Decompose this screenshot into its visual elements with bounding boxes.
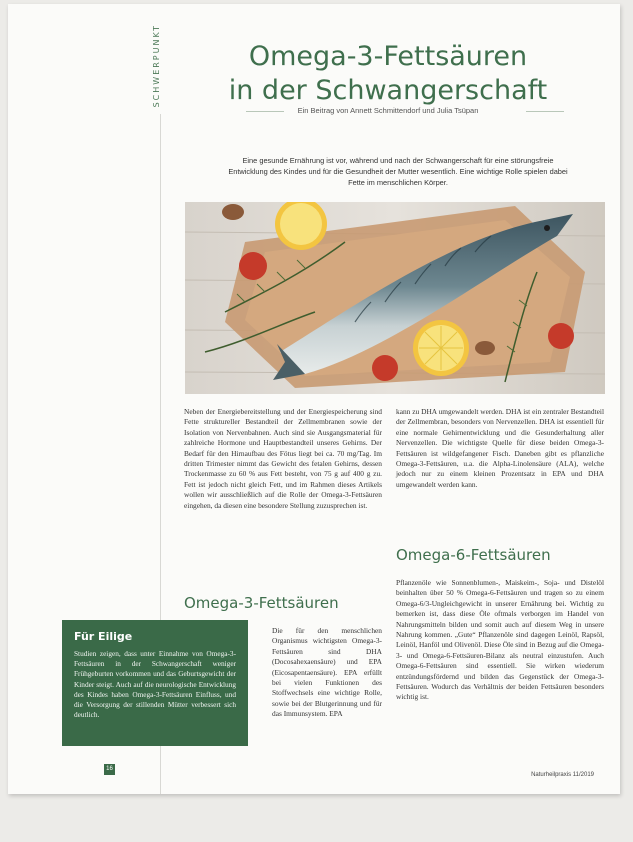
omega6-heading: Omega-6-Fettsäuren — [396, 546, 551, 564]
byline: Ein Beitrag von Annett Schmittendorf und Julia Tsüpan — [297, 106, 479, 115]
page-number: 16 — [104, 764, 115, 775]
title-line-1: Omega-3-Fettsäuren — [248, 41, 528, 73]
col1-paragraph: Neben der Energiebereitstellung und der Energiespeicherung sind Fette struktureller Bestandteil der Zellmembranen sowie der Isolation von Nervenbahnen. Auch sind sie Ausgangsmaterial für zahlreiche Hormone und Hauptbestandteil unseres Gehirns. Der Bedarf für den Hirnaufbau des Fötus liegt bei ca. 70 mg/Tag. Im dritten Trimester nimmt das Gewicht des fetalen Gehirns, dessen Trockenmasse zu 60 % aus Fett besteht, von 75 g auf 400 g zu. Fett ist jedoch nicht gleich Fett, und im Rahmen dieses Artikels wollen wir ausschließlich auf die Rolle der Omega-3-Fettsäuren eingehen, da diesen eine besondere Stellung zuzusprechen ist. — [184, 407, 382, 510]
omega3-heading: Omega-3-Fettsäuren — [184, 594, 339, 612]
quick-summary-box — [62, 620, 248, 746]
omega3-paragraph: Die für den menschlichen Organismus wichtigsten Omega-3-Fettsäuren sind DHA (Docosahexaensäure) und EPA (Eicosapentaensäure). EPA erfüllt bei vielen Funktionen des Stoffwechsels eine wichtige Rolle, sowie bei der Blutgerinnung und für das Immunsystem. EPA — [272, 626, 382, 719]
omega6-paragraph: Pflanzenöle wie Sonnenblumen-, Maiskeim-, Soja- und Distelöl beinhalten über 50 % Omega-6-Fettsäuren und tragen so zu einem Omega-6/3-Ungleichgewicht in unserer Ernährung bei. Wichtig zu bemerken ist, dass diese Öle oftmals verborgen im Handel von Nahrungsmitteln bilden und somit auch auf diesem Weg in unsere Nahrung kommen. „Gute“ Pflanzenöle sind dagegen Leinöl, Rapsöl, Leinöl, Hanföl und Olivenöl. Diese Öle sind in Bezug auf die Omega-3- und Omega-6-Fettsäuren-Bilanz als neutral einzustufen. Auch Omega-6-Fettsäuren sind essentiell. Sie wirken wiederum entzündungsfördernd und bilden das Gegenstück der Omega-3-Fettsäuren. Wodurch das Verhältnis der beiden Fettsäuren besonders wichtig ist. — [396, 578, 604, 702]
footer-publication: Naturheilpraxis 11/2019 — [531, 772, 594, 778]
fish-photo — [185, 202, 605, 394]
summary-title: Für Eilige — [74, 630, 133, 643]
intro-text: Eine gesunde Ernährung ist vor, während und nach der Schwangerschaft für eine störungsfreie Entwicklung des Kindes und für die Gesundheit der Mutter wesentlich. Eine wichtige Rolle spielen dabei Fette im menschlichen Körper. — [228, 156, 568, 188]
page-title — [178, 40, 598, 108]
col3-paragraph: kann zu DHA umgewandelt werden. DHA ist ein zentraler Bestandteil der Zellmembran, besonders von Nervenzellen. DHA ist essentiell für eine normale Gehirnentwicklung und die Gesunderhaltung aller Nervenzellen. Die wichtigste Quelle für diese beiden Omega-3-Fettsäuren ist wildgefangener Fisch. Daneben gibt es pflanzliche Omega-3-Fettsäuren, u.a. die Alpha-Linolensäure (ALA), welche jedoch nur zu einem kleinen Prozentsatz in EPA und DHA umgewandelt werden kann. — [396, 407, 604, 489]
section-label: SCHWERPUNKT — [152, 24, 161, 108]
summary-text: Studien zeigen, dass unter Einnahme von Omega-3-Fettsäuren in der Schwangerschaft weniger Frühgeburten vorkommen und das Geburtsgewicht der Kinder steigt. Auch auf die neurologische Entwicklung des Kindes haben Omega-3-Fettsäuren Einfluss, und die Versorgung der stillenden Mütter verbessert sich deutlich. — [74, 649, 236, 720]
byline-rule-right — [526, 111, 564, 112]
title-line-2: in der Schwangerschaft — [228, 75, 548, 107]
